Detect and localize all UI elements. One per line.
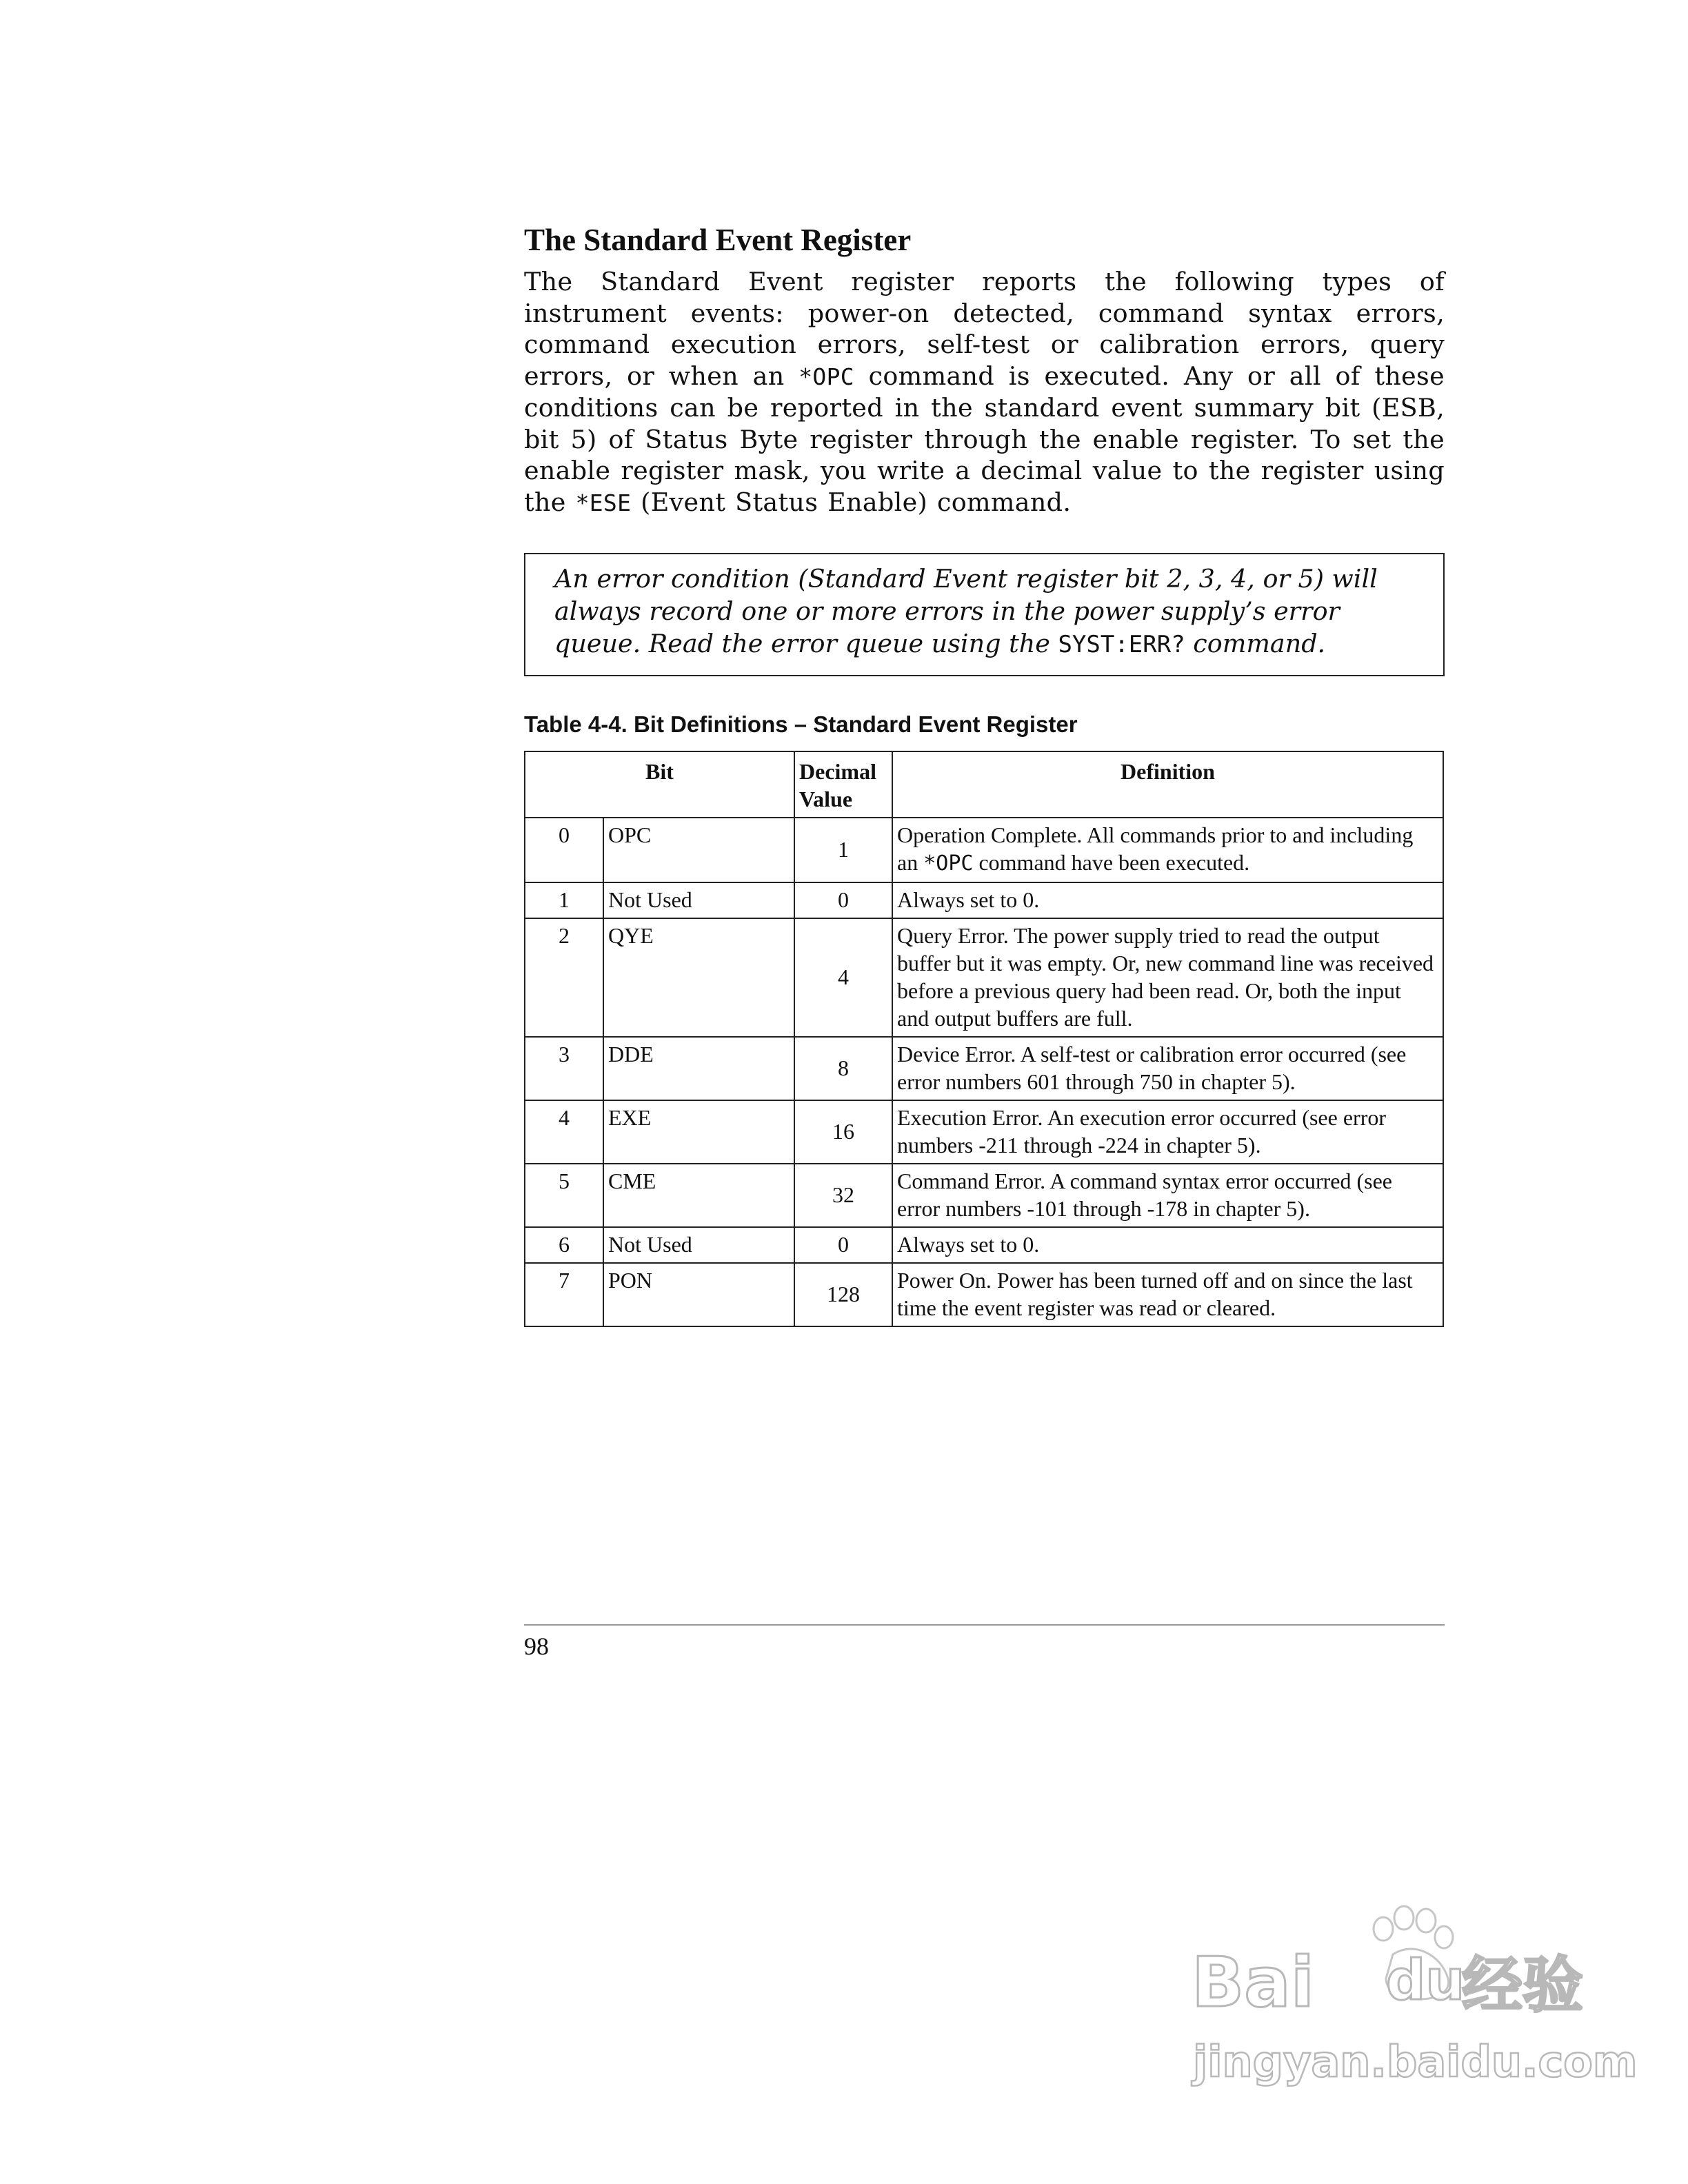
bit-definition: Query Error. The power supply tried to read the output buffer but it was empty. Or, new command line was received before a previous query had been read. Or, both the input and output buffers are full. [892,918,1443,1037]
watermark-brand: Bai [1192,1942,1314,2023]
table-header-row [525,751,1443,818]
ese-code: *ESE [575,489,632,516]
decimal-value: 32 [794,1164,892,1227]
bit-mnemonic: CME [603,1164,794,1227]
decimal-value: 0 [794,1227,892,1263]
bit-number: 3 [525,1037,603,1100]
bit-number: 7 [525,1263,603,1326]
note-text: command. [1185,629,1326,658]
bit-definitions-table [524,751,1444,1327]
bit-definition: Command Error. A command syntax error occurred (see error numbers -101 through -178 in chapter 5). [892,1164,1443,1227]
table-row [525,1037,1443,1100]
table-row [525,1263,1443,1326]
table-row [525,918,1443,1037]
bit-mnemonic: DDE [603,1037,794,1100]
decimal-value: 4 [794,918,892,1037]
page-number: 98 [524,1632,549,1660]
watermark-url: jingyan.baidu.com [1193,2036,1638,2087]
header-decimal-value: Decimal Value [794,751,892,818]
bit-mnemonic: EXE [603,1100,794,1164]
header-definition: Definition [892,751,1443,818]
bit-definition: Device Error. A self-test or calibration error occurred (see error numbers 601 through 750 in chapter 5). [892,1037,1443,1100]
header-bit: Bit [525,751,794,818]
decimal-value: 0 [794,882,892,918]
bit-number: 6 [525,1227,603,1263]
bit-definition: Always set to 0. [892,882,1443,918]
watermark-brand-du: du [1386,1948,1465,2012]
intro-paragraph [524,266,1445,518]
intro-text: The Standard Event register reports the following types of instrument events: power-on detected, command syntax errors, command execution errors, self-test or calibration errors, query errors, or when an [524,267,1445,391]
bit-mnemonic: QYE [603,918,794,1037]
note-box [524,553,1445,676]
bit-number: 4 [525,1100,603,1164]
bit-mnemonic: Not Used [603,882,794,918]
table-row [525,882,1443,918]
bit-number: 0 [525,818,603,882]
table-row [525,1164,1443,1227]
intro-text: (Event Status Enable) command. [631,487,1072,517]
bit-number: 2 [525,918,603,1037]
opc-code: *OPC [798,363,854,390]
decimal-value: 16 [794,1100,892,1164]
note-text: An error condition (Standard Event register bit 2, 3, 4, or 5) will always record one or more errors in the power supply’s error queue. Read the error queue using the [554,564,1378,658]
bit-definition: Operation Complete. All commands prior to and including an *OPC command have been executed. [892,818,1443,882]
table-row [525,1100,1443,1164]
bit-definition: Execution Error. An execution error occurred (see error numbers -211 through -224 in chapter 5). [892,1100,1443,1164]
decimal-value: 8 [794,1037,892,1100]
bit-mnemonic: OPC [603,818,794,882]
footer-rule [524,1624,1445,1626]
bit-mnemonic: PON [603,1263,794,1326]
watermark-cn: 经验 [1462,1950,1584,2021]
page-content [524,221,1445,1327]
table-row [525,1227,1443,1263]
table-caption: Table 4-4. Bit Definitions – Standard Event Register [524,711,1078,737]
baidu-watermark-logo [1186,1889,1638,2096]
bit-mnemonic: Not Used [603,1227,794,1263]
decimal-value: 128 [794,1263,892,1326]
intro-text: command is executed. Any or all of these conditions can be reported in the standard event summary bit (ESB, bit 5) of Status Byte register through the enable register. To set the enable register mask, you write a decimal value to the register using the [524,361,1445,517]
section-heading: The Standard Event Register [524,223,912,257]
bit-number: 5 [525,1164,603,1227]
syst-err-code: SYST:ERR? [1058,631,1185,658]
bit-definition: Power On. Power has been turned off and on since the last time the event register was read or cleared. [892,1263,1443,1326]
bit-number: 1 [525,882,603,918]
table-row [525,818,1443,882]
decimal-value: 1 [794,818,892,882]
bit-definition: Always set to 0. [892,1227,1443,1263]
